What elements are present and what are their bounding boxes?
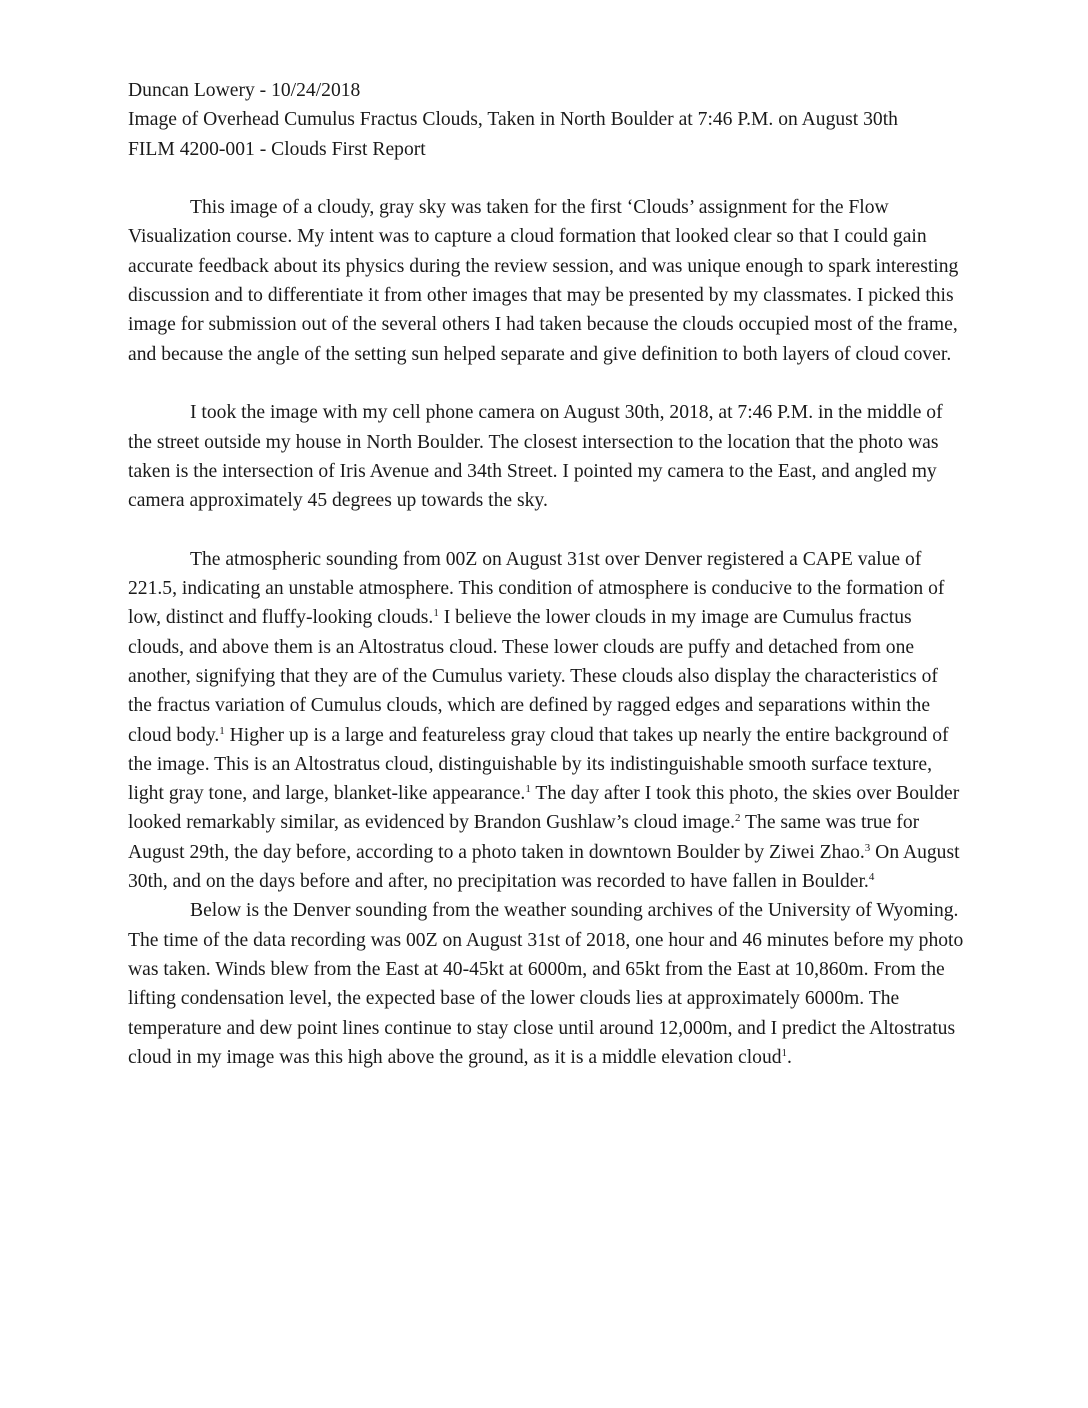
paragraph-atmospheric-analysis xyxy=(128,545,964,897)
paragraph-text: The day after I took this photo, the skies over Boulder looked remarkably similar, as evidenced by Brandon Gushlaw’s cloud image. xyxy=(128,783,960,834)
footnote-marker: 1 xyxy=(219,724,225,737)
paragraph-text: The same was true for August 29th, the day before, according to a photo taken in downtown Boulder by Ziwei Zhao. xyxy=(128,812,920,863)
paragraph-sounding xyxy=(128,896,964,1072)
report-title: Image of Overhead Cumulus Fractus Clouds, Taken in North Boulder at 7:46 P.M. on August 30th xyxy=(128,109,898,131)
author-date-line: Duncan Lowery - 10/24/2018 xyxy=(128,80,361,101)
footnote-marker: 3 xyxy=(864,841,871,854)
footnote-marker: 1 xyxy=(433,607,439,620)
footnote-marker: 1 xyxy=(781,1046,788,1059)
paragraph-capture-details: I took the image with my cell phone camera on August 30th, 2018, at 7:46 P.M. in the middle of the street outside my house in North Boulder. The closest intersection to the location that the photo was taken is the intersection of Iris Avenue and 34th Street. I pointed my camera to the East, and angled my camera approximately 45 degrees up towards the sky. xyxy=(128,402,943,512)
paragraph-text: . xyxy=(787,1046,792,1068)
paragraph-text: I believe the lower clouds in my image are Cumulus fractus clouds, and above them is an Altostratus cloud. These lower clouds are puffy and detached from one another, signifying that they are of the Cumulus variety. These clouds also display the characteristics of the fractus variation of Cumulus clouds, which are defined by ragged edges and separations within the cloud body. xyxy=(128,607,938,746)
document-page xyxy=(128,76,964,1072)
course-line: FILM 4200-001 - Clouds First Report xyxy=(128,138,426,160)
paragraph-text: Below is the Denver sounding from the weather sounding archives of the University of Wyoming. The time of the data recording was 00Z on August 31st of 2018, one hour and 46 minutes before my photo was taken. Winds blew from the East at 40-45kt at 6000m, and 65kt from the East at 10,860m. From the lifting condensation level, the expected base of the lower clouds lies at approximately 6000m. The temperature and dew point lines continue to stay close until around 12,000m, and I predict the Altostratus cloud in my image was this high above the ground, as it is a middle elevation cloud xyxy=(128,900,964,1068)
footnote-marker: 2 xyxy=(735,812,741,825)
paragraph-text: On August 30th, and on the days before and after, no precipitation was recorded to have fallen in Boulder. xyxy=(128,841,960,893)
footnote-marker: 4 xyxy=(868,871,875,884)
document-header xyxy=(128,76,964,164)
footnote-marker: 1 xyxy=(525,783,531,796)
paragraph-intent: This image of a cloudy, gray sky was taken for the first ‘Clouds’ assignment for the Flow Visualization course. My intent was to capture a cloud formation that looked clear so that I could gain accurate feedback about its physics during the review session, and was unique enough to spark interesting discussion and to differentiate it from other images that may be presented by my classmates. I picked this image for submission out of the several others I had taken because the clouds occupied most of the frame, and because the angle of the setting sun helped separate and give definition to both layers of cloud cover. xyxy=(128,197,959,365)
paragraph-text: Higher up is a large and featureless gray cloud that takes up nearly the entire background of the image. This is an Altostratus cloud, distinguishable by its indistinguishable smooth surface texture, light gray tone, and large, blanket-like appearance. xyxy=(128,724,949,805)
paragraph-text: The atmospheric sounding from 00Z on August 31st over Denver registered a CAPE value of 221.5, indicating an unstable atmosphere. This condition of atmosphere is conducive to the formation of low, distinct and fluffy-looking clouds. xyxy=(128,548,945,629)
